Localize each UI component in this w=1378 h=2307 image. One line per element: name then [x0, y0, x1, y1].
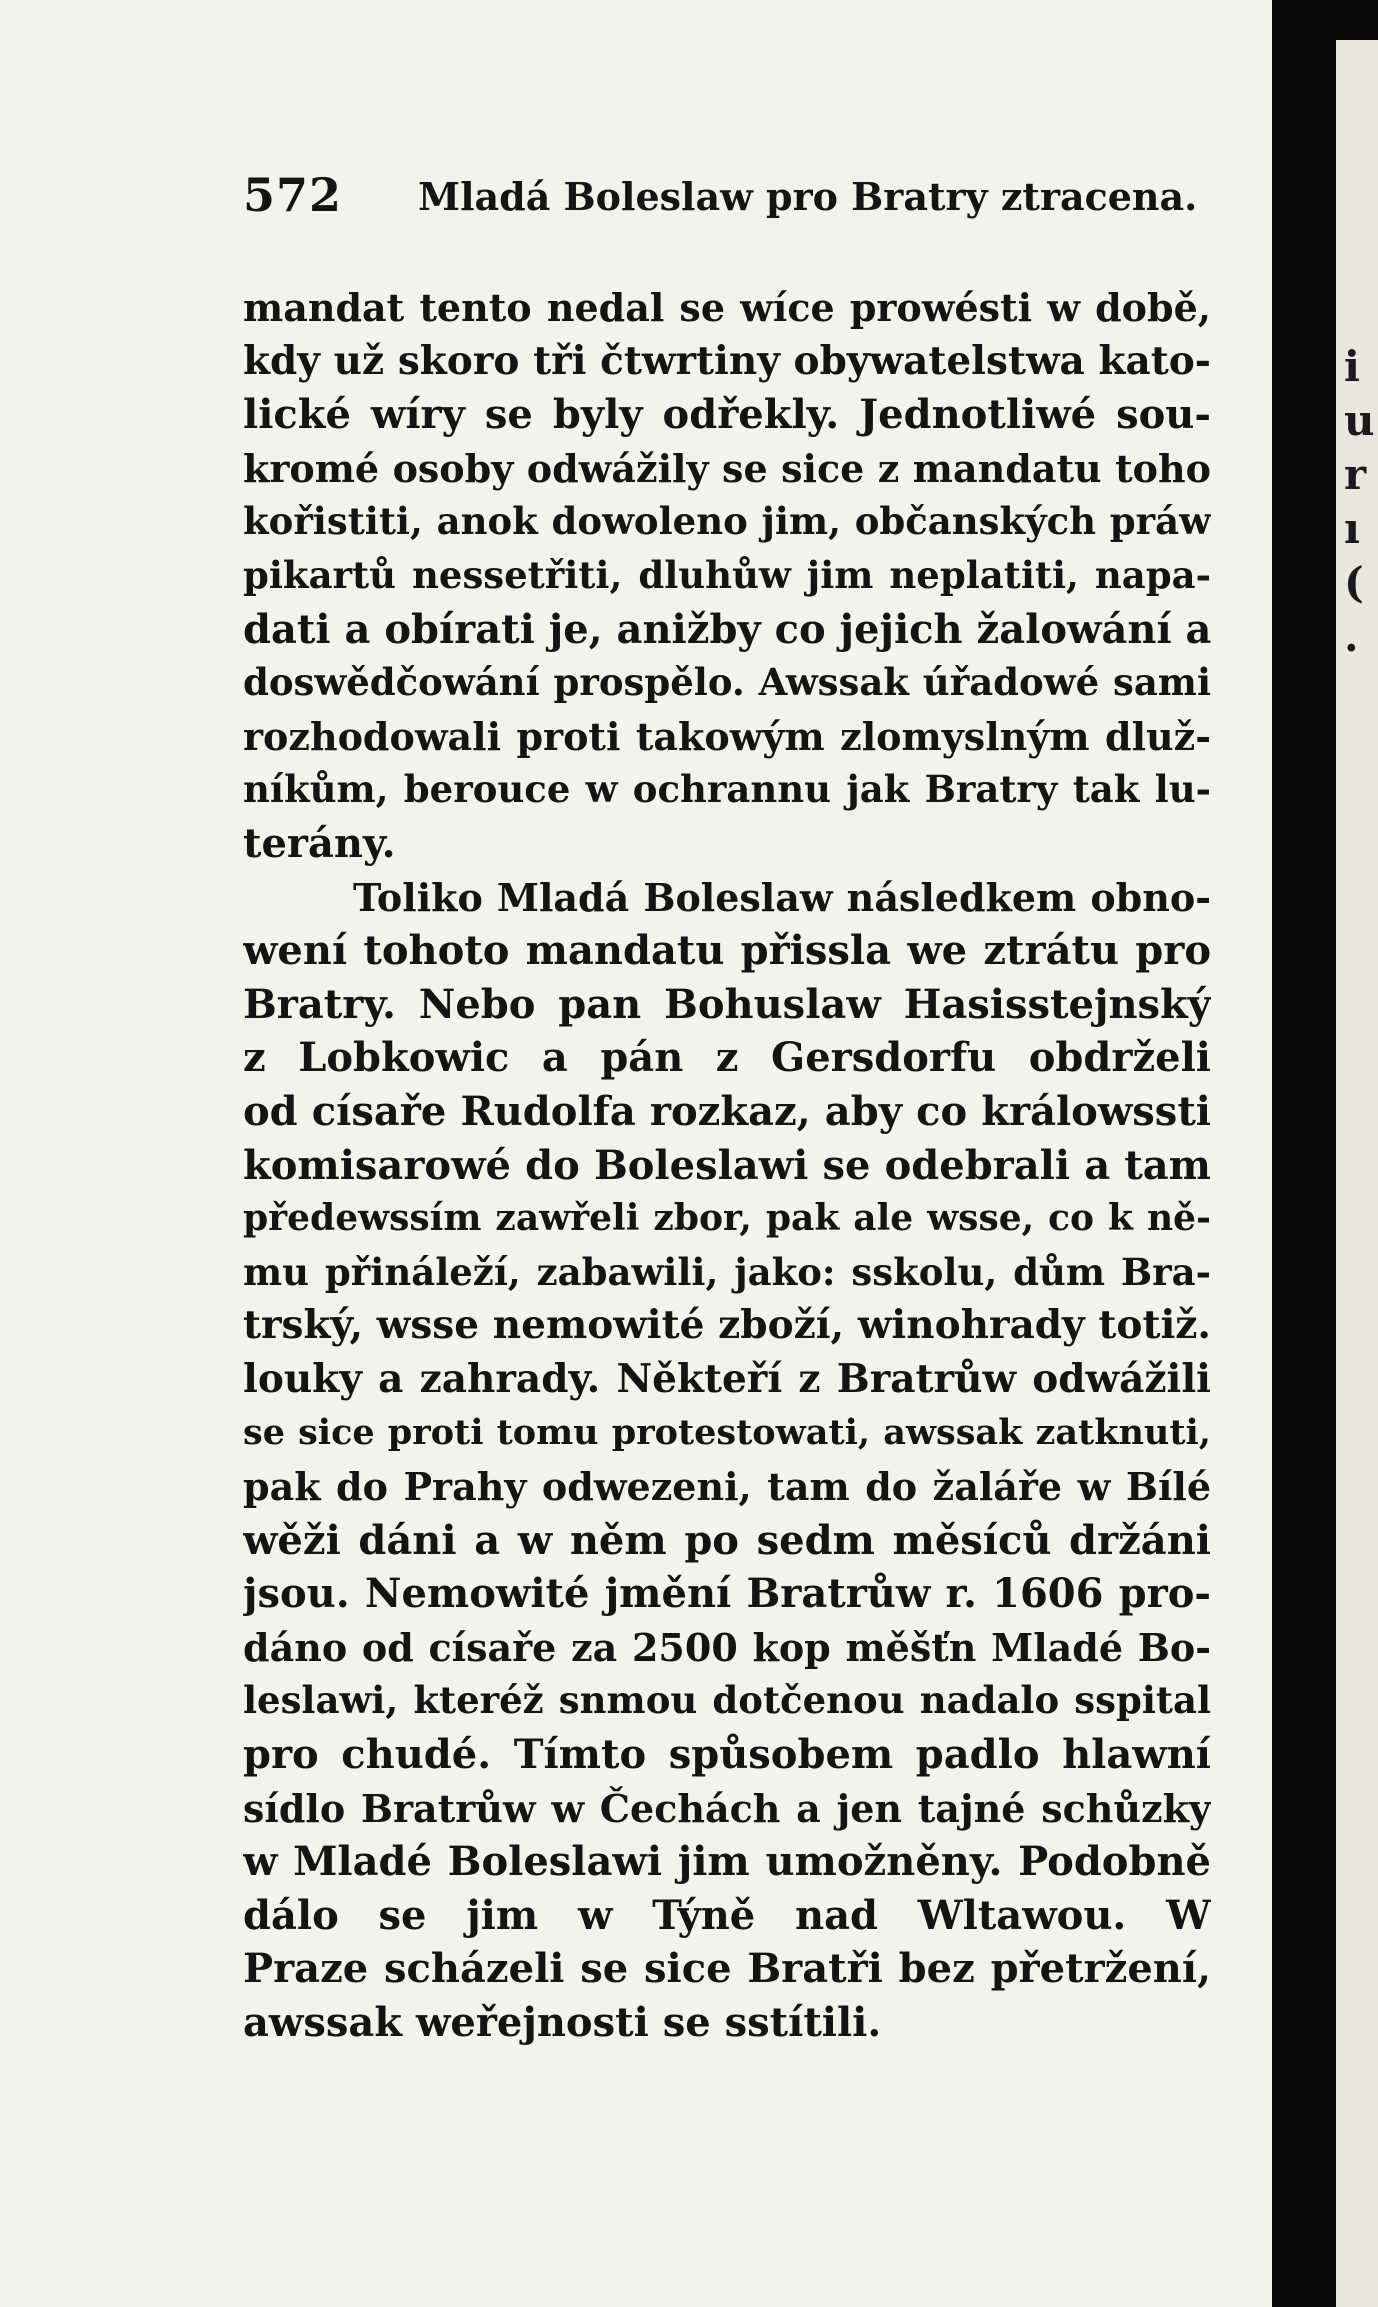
text-line: terány.	[243, 819, 396, 867]
text-line: lické wíry se byly odřekly. Jednotliwé sou-	[243, 391, 1211, 439]
text-line: dáno od císaře za 2500 kop měšťn Mladé Bo-	[243, 1624, 1211, 1670]
text-line: rozhodowali proti takowým zlomyslným dluž-	[243, 713, 1211, 759]
text-line: pro chudé. Tímto spůsobem padlo hlawní	[243, 1731, 1211, 1779]
text-line: mu přináleží, zabawili, jako: sskolu, dům Bra-	[243, 1249, 1211, 1294]
text-line: Praze scházeli se sice Bratři bez přetržení,	[243, 1945, 1211, 1993]
text-line: doswědčowání prospělo. Awssak úřadowé sami	[243, 660, 1211, 705]
text-line: wěži dáni a w něm po sedm měsíců držáni	[243, 1516, 1211, 1564]
text-line: awssak weřejnosti se sstítili.	[243, 1999, 882, 2046]
text-line: z Lobkowic a pán z Gersdorfu obdrželi	[243, 1034, 1211, 1082]
text-line: dálo se jim w Týně nad Wltawou. W	[243, 1891, 1211, 1939]
text-line: dati a obírati je, anižby co jejich žalowání a	[243, 605, 1211, 653]
page-header	[243, 168, 1243, 228]
text-line: pikartů nessetřiti, dluhůw jim neplatiti, napa-	[243, 552, 1211, 597]
running-title: Mladá Boleslaw pro Bratry ztracena.	[418, 174, 1198, 219]
text-line: w Mladé Boleslawi jim umožněny. Podobně	[243, 1838, 1211, 1886]
text-line: leslawi, kteréž snmou dotčenou nadalo sspital	[243, 1678, 1211, 1723]
text-line: jsou. Nemowité jmění Bratrůw r. 1606 pro-	[243, 1570, 1211, 1618]
text-line: mandat tento nedal se wíce prowésti w době,	[243, 285, 1211, 330]
text-line: Bratry. Nebo pan Bohuslaw Hasisstejnský	[243, 980, 1211, 1028]
text-line: se sice proti tomu protestowati, awssak zatknuti,	[243, 1412, 1211, 1454]
text-line: kromé osoby odwážily se sice z mandatu toho	[243, 445, 1211, 491]
page-number: 572	[243, 168, 343, 222]
text-line: sídlo Bratrůw w Čechách a jen tajné schůzky	[243, 1785, 1211, 1831]
text-line: předewssím zawřeli zbor, pak ale wsse, co k ně-	[243, 1197, 1211, 1240]
text-line: wení tohoto mandatu přissla we ztrátu pro	[243, 927, 1211, 975]
body-text	[243, 281, 1211, 2050]
text-line: kdy už skoro tři čtwrtiny obywatelstwa kato-	[243, 337, 1211, 384]
text-line: pak do Prahy odwezeni, tam do žaláře w Bílé	[243, 1464, 1211, 1510]
facing-page-text-fragments: i u r ı ( .	[1344, 342, 1375, 661]
text-line: níkům, berouce w ochrannu jak Bratry tak lu-	[243, 767, 1211, 812]
text-line: trský, wsse nemowité zboží, winohrady totiž.	[243, 1302, 1211, 1349]
text-line: komisarowé do Boleslawi se odebrali a tam	[243, 1141, 1211, 1189]
text-line: od císaře Rudolfa rozkaz, aby co králowssti	[243, 1087, 1211, 1135]
text-line: louky a zahrady. Někteří z Bratrůw odwážili	[243, 1355, 1211, 1402]
text-line: kořistiti, anok dowoleno jim, občanských práw	[243, 499, 1211, 544]
paragraph-first-line: Toliko Mladá Boleslaw následkem obno-	[353, 874, 1211, 920]
